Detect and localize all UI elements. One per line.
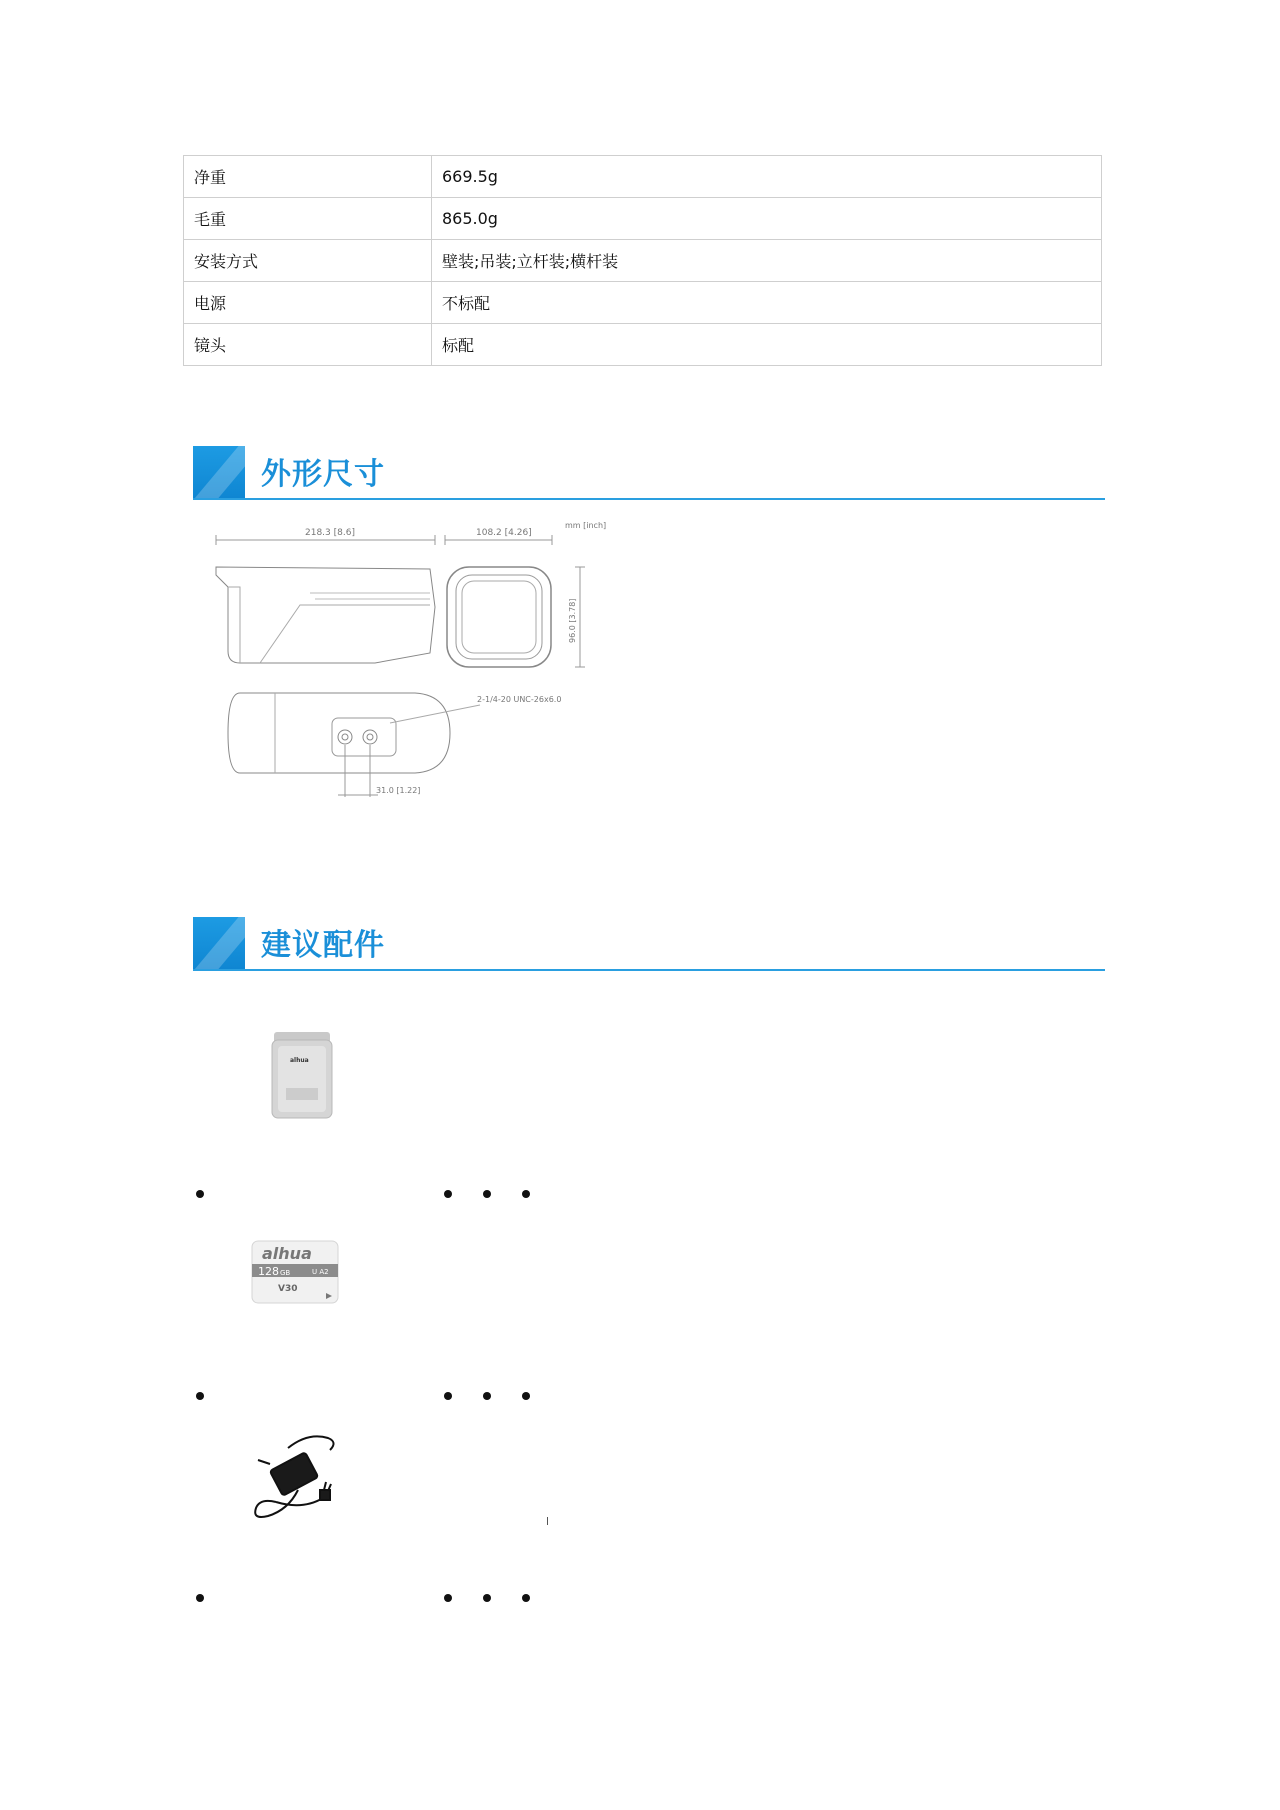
table-row [184,198,1102,240]
spec-value: 不标配 [432,282,1102,324]
table-row [184,240,1102,282]
section-title: 建议配件 [261,928,385,963]
bullet-dot [196,1594,204,1602]
bullet-dot [483,1190,491,1198]
table-row [184,282,1102,324]
dimension-drawing [200,515,620,815]
spec-key: 镜头 [184,324,432,366]
spec-table [183,155,1102,366]
section-header-accessories [193,917,1105,971]
bullet-dot [522,1392,530,1400]
table-row [184,156,1102,198]
dimension-unit-label: mm [inch] [565,521,607,530]
bullet-dot [483,1594,491,1602]
section-marker-icon [193,446,245,498]
bullet-dot [483,1392,491,1400]
section-title: 外形尺寸 [261,457,385,492]
screw-spec-label: 2-1/4-20 UNC-26x6.0 [477,695,562,704]
section-divider [193,969,1105,971]
brand-logo: alhua [262,1244,312,1263]
bullet-dot [522,1594,530,1602]
sd-capacity: 128 [258,1265,279,1278]
bullet-dot [444,1594,452,1602]
spec-value: 865.0g [432,198,1102,240]
bullet-dot [444,1190,452,1198]
spec-key: 安装方式 [184,240,432,282]
spec-value: 标配 [432,324,1102,366]
sd-uhs: U A2 [312,1268,329,1276]
section-header-dimensions [193,446,1105,500]
bullet-dot [196,1190,204,1198]
dimension-width-label: 108.2 [4.26] [476,528,532,538]
spec-value: 669.5g [432,156,1102,198]
bullet-dot [196,1392,204,1400]
stray-mark [547,1517,548,1525]
bullet-dot [522,1190,530,1198]
dimension-length-label: 218.3 [8.6] [305,528,355,538]
hole-spacing-label: 31.0 [1.22] [376,786,421,795]
spec-key: 净重 [184,156,432,198]
spec-key: 毛重 [184,198,432,240]
spec-value: 壁装;吊装;立杆装;横杆装 [432,240,1102,282]
sd-card-image [248,1237,344,1309]
sd-capacity-unit: GB [280,1269,291,1277]
power-adapter-image [248,1430,348,1530]
junction-box-image [268,1030,336,1122]
sd-class: V30 [278,1284,298,1294]
table-row [184,324,1102,366]
bullet-dot [444,1392,452,1400]
section-divider [193,498,1105,500]
spec-key: 电源 [184,282,432,324]
dimension-height-label: 96.0 [3.78] [568,598,577,643]
brand-logo: alhua [290,1057,309,1064]
section-marker-icon [193,917,245,969]
